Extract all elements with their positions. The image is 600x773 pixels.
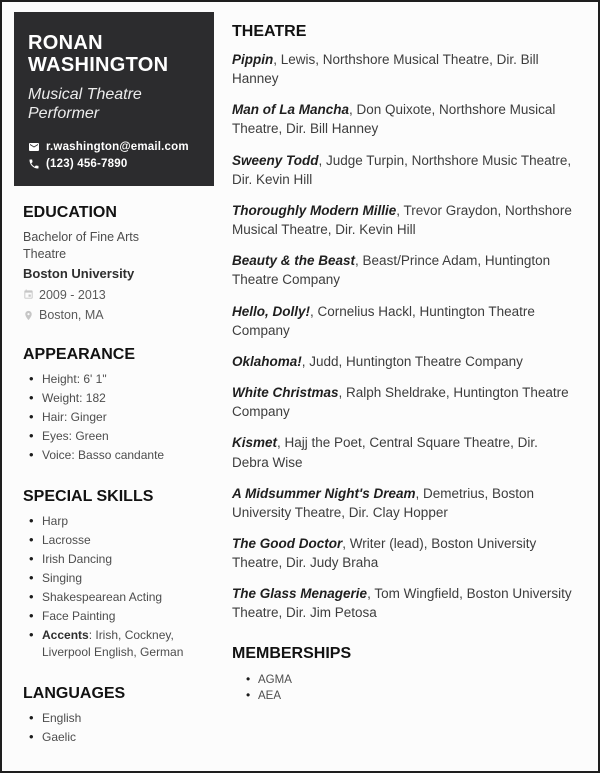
show-details: , Judge Turpin, Northshore Music Theatre, Dir. Kevin Hill <box>232 152 572 187</box>
language-item: • Gaelic <box>29 729 210 746</box>
phone-icon <box>28 158 40 170</box>
theatre-entry <box>232 201 577 239</box>
theatre-entry <box>232 302 577 340</box>
education-heading: EDUCATION <box>23 204 117 222</box>
show-details: , Don Quixote, Northshore Musical Theatre, Dir. Bill Hanney <box>232 102 556 137</box>
person-job-title: Musical Theatre Performer <box>28 86 142 123</box>
main-column <box>214 12 584 761</box>
show-title: White Christmas <box>232 385 339 401</box>
show-details: , Demetrius, Boston University Theatre, Dir. Clay Hopper <box>232 485 535 520</box>
education-dates-row <box>23 287 210 304</box>
email-row <box>28 141 200 153</box>
show-title: Oklahoma! <box>232 353 302 369</box>
theatre-entry <box>232 383 577 421</box>
appearance-item: • Hair: Ginger <box>29 409 210 426</box>
skill-item: • Lacrosse <box>29 532 210 549</box>
show-details: , Writer (lead), Boston University Theatre, Dir. Judy Braha <box>232 535 537 571</box>
contact-block <box>28 141 200 170</box>
show-title: Man of La Mancha <box>232 102 350 118</box>
email-value: r.washington@email.com <box>46 141 189 154</box>
show-details: , Cornelius Hackl, Huntington Theatre Company <box>232 303 535 338</box>
education-location-row <box>23 307 210 324</box>
skill-item: • Harp <box>29 513 210 530</box>
show-details: , Beast/Prince Adam, Huntington Theatre Company <box>232 253 551 288</box>
theatre-section <box>232 23 582 623</box>
appearance-heading: APPEARANCE <box>23 345 136 363</box>
show-details: , Tom Wingfield, Boston University Theatre, Dir. Jim Petosa <box>232 586 572 621</box>
skill-item: • Irish Dancing <box>29 551 210 568</box>
phone-value: (123) 456-7890 <box>46 158 128 171</box>
theatre-entry <box>232 100 577 138</box>
accents-value: : Irish, Cockney, Liverpool English, German <box>42 628 184 659</box>
theatre-entry <box>232 534 577 572</box>
phone-row <box>28 158 200 170</box>
person-name-line1: RONAN <box>28 32 103 54</box>
education-section <box>14 204 214 323</box>
person-name <box>28 32 200 76</box>
education-school: Boston University <box>23 266 135 282</box>
sidebar <box>14 12 214 761</box>
theatre-entry <box>232 251 577 289</box>
show-details: , Judd, Huntington Theatre Company <box>301 353 523 369</box>
theatre-entry <box>232 50 577 88</box>
skill-item-accents <box>29 627 210 660</box>
show-details: , Trevor Graydon, Northshore Musical Theatre, Dir. Kevin Hill <box>232 202 572 238</box>
appearance-item: • Voice: Basso candante <box>29 447 210 464</box>
skill-item: • Shakespearean Acting <box>29 589 210 606</box>
appearance-list <box>29 371 210 464</box>
show-title: Beauty & the Beast <box>232 253 356 269</box>
appearance-item: • Weight: 182 <box>29 390 210 407</box>
skill-item: • Singing <box>29 570 210 587</box>
education-degree: Bachelor of Fine Arts Theatre <box>23 230 140 261</box>
education-location: Boston, MA <box>39 308 104 323</box>
memberships-list <box>246 672 582 705</box>
membership-item: • AEA <box>246 688 582 705</box>
identity-block <box>14 12 214 186</box>
show-title: A Midsummer Night's Dream <box>232 485 416 501</box>
location-pin-icon <box>23 310 34 321</box>
show-title: Sweeny Todd <box>232 152 319 168</box>
accents-label: Accents <box>42 628 89 643</box>
theatre-entries <box>232 50 582 623</box>
education-dates: 2009 - 2013 <box>39 287 106 302</box>
show-title: The Glass Menagerie <box>232 586 368 602</box>
show-title: Kismet <box>232 435 278 451</box>
theatre-entry <box>232 484 577 522</box>
show-details: , Ralph Sheldrake, Huntington Theatre Company <box>232 385 569 420</box>
languages-heading: LANGUAGES <box>23 684 126 702</box>
show-title: Thoroughly Modern Millie <box>232 202 397 218</box>
memberships-section <box>232 645 582 705</box>
skill-item: • Face Painting <box>29 608 210 625</box>
show-details: , Hajj the Poet, Central Square Theatre, Dir. Debra Wise <box>232 435 538 470</box>
membership-item: • AGMA <box>246 672 582 689</box>
special-skills-section <box>14 488 214 660</box>
theatre-entry <box>232 584 577 622</box>
theatre-heading: THEATRE <box>232 23 307 40</box>
special-skills-heading: SPECIAL SKILLS <box>23 487 154 505</box>
show-title: The Good Doctor <box>232 535 343 551</box>
calendar-icon <box>23 289 34 300</box>
appearance-section <box>14 346 214 464</box>
person-name-line2: WASHINGTON <box>28 54 169 76</box>
appearance-item: • Height: 6' 1" <box>29 371 210 388</box>
show-details: , Lewis, Northshore Musical Theatre, Dir. Bill Hanney <box>232 52 539 87</box>
special-skills-list <box>29 513 210 660</box>
envelope-icon <box>28 141 40 153</box>
language-item: • English <box>29 710 210 727</box>
theatre-entry <box>232 151 577 189</box>
languages-list <box>29 710 210 746</box>
show-title: Pippin <box>232 52 274 67</box>
theatre-entry <box>232 352 577 371</box>
memberships-heading: MEMBERSHIPS <box>232 644 352 662</box>
appearance-item: • Eyes: Green <box>29 428 210 445</box>
languages-section <box>14 685 214 746</box>
show-title: Hello, Dolly! <box>232 303 311 319</box>
theatre-entry <box>232 433 577 471</box>
